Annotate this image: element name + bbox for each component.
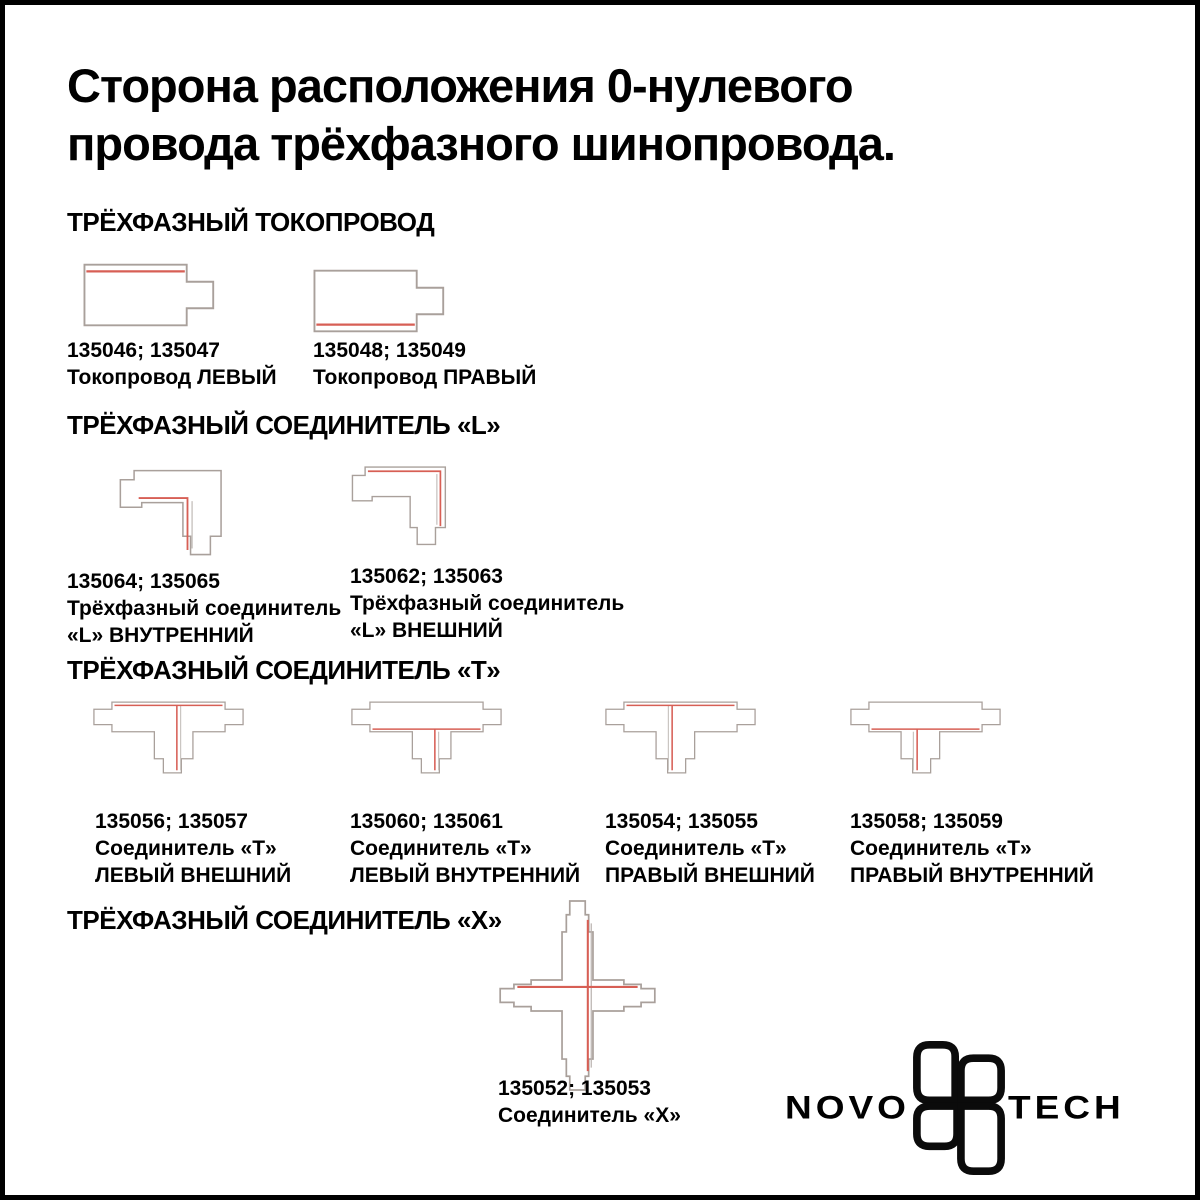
novotech-logo — [785, 1035, 1180, 1180]
item-name-line: Соединитель «Т» — [850, 837, 1032, 860]
item-label-t-right-internal — [850, 808, 1094, 889]
item-name-line: Соединитель «Т» — [605, 837, 787, 860]
logo-text-tech: TECH — [1007, 1089, 1125, 1126]
figure-feed-left — [75, 257, 217, 333]
item-code: 135064; 135065 — [67, 570, 220, 593]
connector-outline — [500, 901, 655, 1090]
item-name-line: «L» ВНУТРЕННИЙ — [67, 624, 254, 647]
item-name-line: «L» ВНЕШНИЙ — [350, 619, 503, 642]
page-title-line1: Сторона расположения 0-нулевого — [67, 59, 853, 112]
item-label-feed-right — [313, 337, 536, 391]
item-label-t-right-external — [605, 808, 815, 889]
zero-wire-line — [139, 498, 188, 550]
item-code: 135062; 135063 — [350, 565, 503, 588]
section-header-t-connector: ТРЁХФАЗНЫЙ СОЕДИНИТЕЛЬ «Т» — [67, 655, 501, 685]
figure-l-connector-external — [341, 460, 461, 555]
figure-t-connector-right-internal — [848, 697, 1003, 787]
connector-outline — [606, 702, 755, 773]
item-name-line: Соединитель «X» — [498, 1104, 681, 1127]
item-name-line: ЛЕВЫЙ ВНЕШНИЙ — [95, 864, 292, 887]
item-name-line: ПРАВЫЙ ВНЕШНИЙ — [605, 864, 815, 887]
logo-text-novo: NOVO — [785, 1089, 910, 1126]
item-name-line: ПРАВЫЙ ВНУТРЕННИЙ — [850, 864, 1094, 887]
figure-t-connector-left-external — [91, 697, 246, 787]
item-name-line: Соединитель «Т» — [95, 837, 277, 860]
figure-feed-right — [305, 263, 447, 339]
section-header-l-connector: ТРЁХФАЗНЫЙ СОЕДИНИТЕЛЬ «L» — [67, 410, 501, 440]
connector-outline — [314, 271, 443, 332]
figure-t-connector-left-internal — [349, 697, 504, 787]
item-label-l-external — [350, 563, 624, 644]
item-label-x-connector — [498, 1075, 681, 1129]
item-code: 135052; 135053 — [498, 1077, 651, 1100]
connector-outline — [352, 702, 501, 773]
item-code: 135046; 135047 — [67, 339, 220, 362]
item-label-feed-left — [67, 337, 277, 391]
section-header-feed: ТРЁХФАЗНЫЙ ТОКОПРОВОД — [67, 207, 435, 237]
connector-outline — [84, 265, 213, 326]
item-name-line: Токопровод ЛЕВЫЙ — [67, 366, 277, 389]
item-name-line: Трёхфазный соединитель — [350, 592, 625, 615]
figure-x-connector — [500, 901, 655, 1090]
figure-l-connector-internal — [108, 463, 238, 566]
figure-t-connector-right-external — [603, 697, 758, 787]
item-code: 135056; 135057 — [95, 810, 248, 833]
page-title — [67, 57, 895, 173]
item-label-t-left-internal — [350, 808, 580, 889]
item-code: 135058; 135059 — [850, 810, 1003, 833]
page-title-line2: провода трёхфазного шинопровода. — [67, 117, 895, 170]
item-name-line: Соединитель «Т» — [350, 837, 532, 860]
item-name-line: ЛЕВЫЙ ВНУТРЕННИЙ — [350, 864, 581, 887]
novotech-flower-icon — [911, 1041, 1007, 1175]
item-code: 135048; 135049 — [313, 339, 466, 362]
connector-outline — [851, 702, 1000, 773]
item-name-line: Трёхфазный соединитель — [67, 597, 342, 620]
connector-outline — [94, 702, 243, 773]
section-header-x-connector: ТРЁХФАЗНЫЙ СОЕДИНИТЕЛЬ «X» — [67, 905, 502, 935]
item-code: 135054; 135055 — [605, 810, 758, 833]
item-code: 135060; 135061 — [350, 810, 503, 833]
item-name-line: Токопровод ПРАВЫЙ — [313, 366, 537, 389]
item-label-t-left-external — [95, 808, 291, 889]
item-label-l-internal — [67, 568, 341, 649]
connector-outline — [120, 471, 221, 555]
connector-outline — [352, 467, 445, 544]
zero-wire-line — [368, 471, 440, 526]
